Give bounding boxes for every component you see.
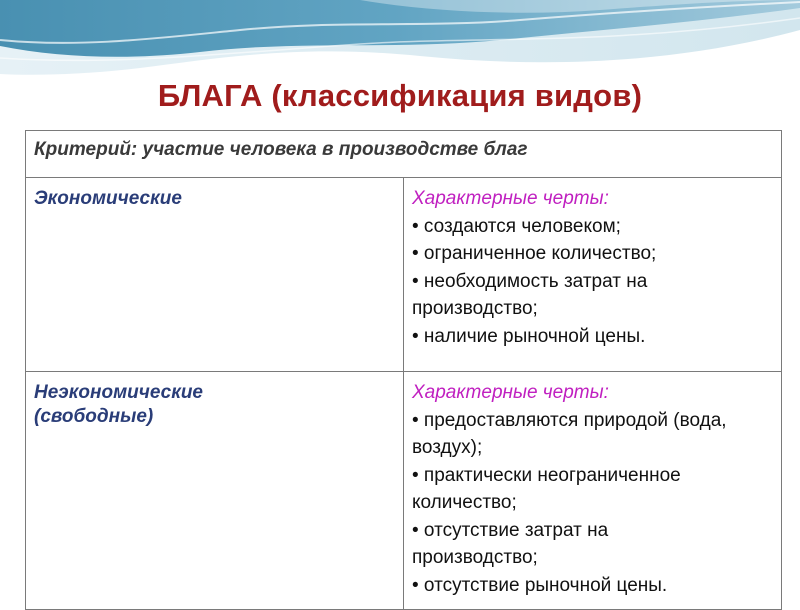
- traits-cell-economic: [404, 178, 782, 372]
- trait-line: • отсутствие рыночной цены.: [412, 574, 668, 596]
- traits-heading: Характерные черты:: [412, 188, 609, 209]
- trait-line: производство;: [412, 298, 538, 319]
- table-row-economic: [26, 178, 782, 372]
- type-cell-economic: Экономические: [26, 178, 404, 372]
- classification-table: [25, 130, 782, 610]
- type-label: (свободные): [34, 405, 154, 427]
- trait-line: • практически неограниченное: [412, 464, 681, 486]
- slide-title: БЛАГА (классификация видов): [157, 78, 643, 113]
- trait-line: производство;: [412, 547, 538, 568]
- table-row-noneconomic: [26, 372, 782, 610]
- trait-line: • наличие рыночной цены.: [412, 325, 646, 347]
- trait-line: • отсутствие затрат на: [412, 519, 609, 541]
- trait-line: • создаются человеком;: [412, 215, 621, 237]
- trait-line: • ограниченное количество;: [412, 243, 657, 264]
- trait-line: • предоставляются природой (вода,: [412, 409, 727, 431]
- trait-line: воздух);: [412, 437, 483, 458]
- trait-line: • необходимость затрат на: [412, 270, 648, 292]
- traits-cell-noneconomic: [404, 372, 782, 610]
- type-label: Неэкономические: [34, 382, 203, 403]
- type-cell-noneconomic: [26, 372, 404, 610]
- criterion-row: [26, 131, 782, 178]
- criterion-cell: Критерий: участие человека в производстве благ: [26, 131, 782, 178]
- traits-heading: Характерные черты:: [412, 382, 609, 403]
- trait-line: количество;: [412, 492, 517, 513]
